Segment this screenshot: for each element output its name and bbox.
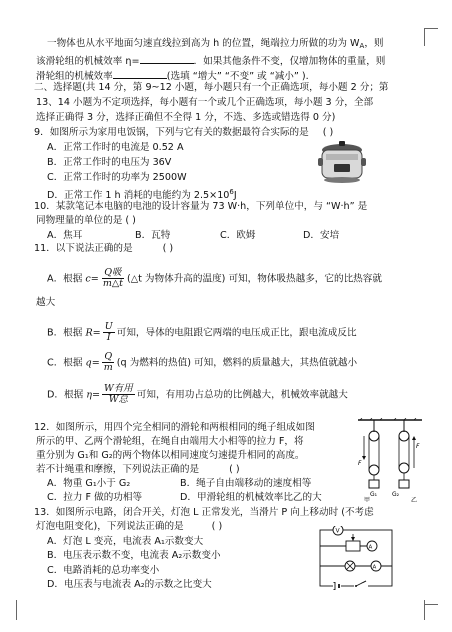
crop-mark-bottom-left	[16, 600, 17, 620]
q13-option-d: D．电压表与电流表 A₂的示数之比变大	[47, 579, 212, 590]
svg-text:A: A	[372, 564, 377, 571]
q9-option-d: D．正常工作 1 h 消耗的电能约为 $2.5\times 10^6J$	[47, 188, 237, 201]
q11-option-a-cont: 越大	[36, 297, 56, 308]
q13-option-c: C．电路消耗的总功率变小	[47, 565, 160, 576]
blank-efficiency[interactable]	[140, 53, 194, 64]
section2-line-2: 13、14 小题为不定项选择，每小题有一个或几个正确选项，每小题 3 分，全部	[36, 97, 374, 108]
q13-option-a: A．灯泡 L 变亮，电流表 A₁示数变大	[47, 536, 204, 547]
q12-line-2: 所示的甲、乙两个滑轮组，在绳自由端用大小相等的拉力 F，将	[36, 436, 304, 447]
weight-label-g1: G₁	[370, 491, 378, 498]
blank-efficiency-change[interactable]	[113, 68, 167, 79]
crop-mark-top-right	[424, 28, 425, 46]
q13-option-b: B．电压表示数不变，电流表 A₂示数变小	[47, 550, 221, 561]
svg-text:V: V	[335, 527, 340, 535]
q10-line-1: 10．某款笔记本电脑的电池的设计容量为 73 W·h，下列单位中，与 “W·h” 是	[34, 201, 368, 212]
q9-stem: 9．如图所示为家用电饭锅，下列与它有关的数据最符合实际的是 ( )	[34, 127, 334, 138]
q10-option-a: A．焦耳	[47, 230, 83, 241]
q12-option-b: B．绳子自由端移动的速度相等	[180, 478, 312, 489]
figure-label-jia: 甲	[364, 497, 371, 502]
q13-line-1: 13．如图所示电路，闭合开关，灯泡 L 正常发光，当滑片 P 向上移动时 (不考虑	[34, 507, 374, 518]
figure-label-yi: 乙	[411, 497, 418, 502]
q11-option-d: D．根据 η= $\frac{\text{W有用}}{\text{W总}}$ 可知，有用功占总功的比例越大，机械效率就越大	[47, 383, 348, 405]
q12-line-3: 重分别为 G₁和 G₂的两个物体以相同速度匀速提升相同的高度。	[36, 450, 305, 461]
q10-line-2: 同物理量的单位的是 ( )	[36, 215, 136, 226]
q12-option-c: C．拉力 F 做的功相等	[47, 492, 143, 503]
force-label-right: F	[416, 443, 420, 450]
circuit-diagram	[316, 526, 396, 594]
q11-option-a: A．根据 c= $\frac{\text{Q吸}}{m\triangle t}$ (△t 为物体升高的温度) 可知，物体吸热越多，它的比热容就	[47, 267, 382, 289]
q11-option-c: C．根据 q= $\frac{Q}{m}$ (q 为燃料的热值) 可知，燃料的质量越大，其热值就越小	[47, 351, 358, 373]
q12-option-d: D．甲滑轮组的机械效率比乙的大	[180, 492, 322, 503]
q10-option-d: D．安培	[303, 230, 340, 241]
section2-line-3: 选择正确得 3 分，选择正确但不全得 1 分，不选、多选或错选得 0 分)	[36, 112, 336, 123]
q12-line-1: 12．如图所示，用四个完全相同的滑轮和两根相同的绳子组成如图	[34, 422, 315, 433]
q9-option-b: B．正常工作时的电压为 36V	[47, 157, 172, 168]
q13-line-2: 灯泡电阻变化)，下列说法正确的是 ( )	[36, 521, 223, 532]
formula-heat-value: $\frac{Q}{m}$	[103, 351, 113, 373]
intro-line-3: 滑轮组的机械效率 (选填 “增大” “不变” 或 “减小” ).	[36, 68, 309, 83]
q11-stem: 11．以下说法正确的是 ( )	[34, 243, 174, 254]
q10-option-c: C．欧姆	[220, 230, 256, 241]
pulley-system-diagram	[356, 418, 424, 506]
formula-efficiency: $\frac{\text{W有用}}{\text{W总}}$	[104, 383, 133, 405]
intro-line-1: 一物体也从水平地面匀速直线拉到高为 h 的位置，绳端拉力所做的功为 $W_A$，则	[47, 38, 384, 50]
q10-option-b: B．瓦特	[135, 230, 171, 241]
q12-option-a: A．物重 G₁小于 G₂	[47, 478, 131, 489]
rice-cooker-image	[314, 140, 370, 194]
q9-option-c: C．正常工作时的功率为 2500W	[47, 172, 187, 183]
q12-line-4: 若不计绳重和摩擦，下列说法正确的是 ( )	[36, 464, 240, 475]
crop-mark-bottom-right-h	[424, 604, 438, 605]
formula-specific-heat: $\frac{\text{Q吸}}{m\triangle t}$	[102, 267, 123, 289]
q11-option-b: B．根据 R= $\frac{U}{I}$ 可知，导体的电阻跟它两端的电压成正比，跟电流成反比	[47, 321, 357, 343]
section2-line-1: 二、选择题(共 14 分，第 9~12 小题，每小题只有一个正确选项，每小题 2 分；第	[34, 82, 389, 93]
intro-line-2: 该滑轮组的机械效率 η= ．如果其他条件不变，仅增加物体的重量，则	[36, 53, 385, 68]
q9-option-a: A．正常工作时的电流是 0.52 A	[47, 142, 184, 153]
force-label-left: F	[358, 460, 362, 467]
formula-resistance: $\frac{U}{I}$	[104, 321, 113, 343]
crop-mark-top-right-h	[424, 28, 438, 29]
crop-mark-bottom-right	[424, 600, 425, 620]
svg-text:A: A	[368, 544, 373, 551]
weight-label-g2: G₂	[392, 491, 400, 498]
